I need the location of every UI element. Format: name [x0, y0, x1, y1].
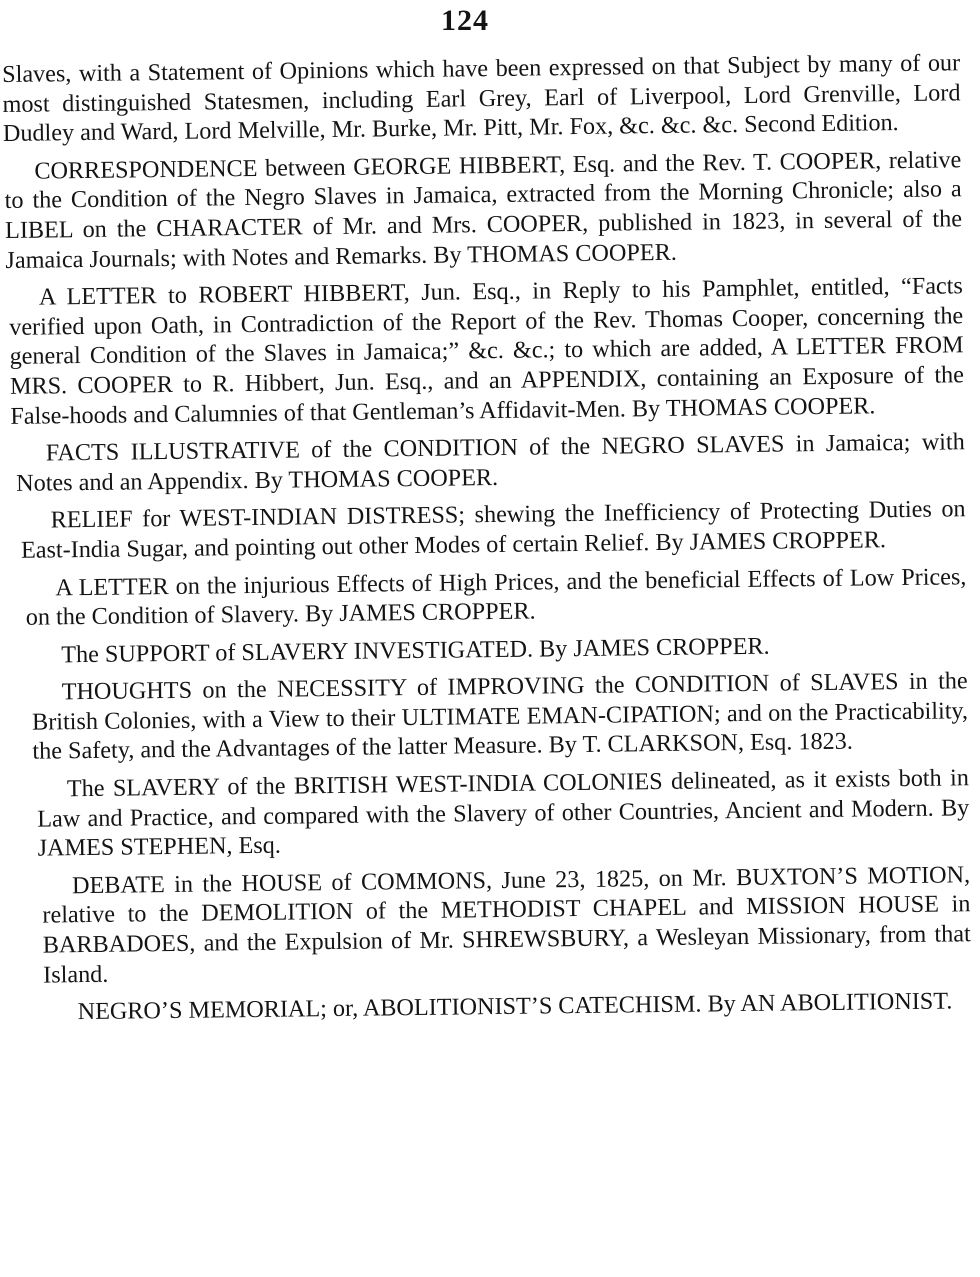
publication-entry: DEBATE in the HOUSE of COMMONS, June 23, 1825, on Mr. BUXTON’S MOTION, relative to the DEMOLITION of the METHODIST CHAPEL and MISSION HOUSE in BARBADOES, and the Expulsion of Mr. SHREWSBURY, a Wesleyan Missionary, from that Island.: [42, 861, 971, 989]
publication-entry-continued: Slaves, with a Statement of Opinions which have been expressed on that Subject by many of our most distinguished Statesmen, including Earl Grey, Earl of Liverpool, Lord Grenville, Lord Dudley and Ward, Lord Melville, Mr. Burke, Mr. Pitt, Mr. Fox, &c. &c. &c. Second Edition.: [2, 49, 961, 148]
page-number: 124: [441, 4, 489, 37]
publication-entry: FACTS ILLUSTRATIVE of the CONDITION of the NEGRO SLAVES in Jamaica; with Notes and an Appendix. By THOMAS COOPER.: [16, 428, 965, 497]
publication-entry: RELIEF for WEST-INDIAN DISTRESS; shewing the Inefficiency of Protecting Duties on East-India Sugar, and pointing out other Modes of certain Relief. By JAMES CROPPER.: [20, 495, 966, 564]
publication-list: [2, 48, 972, 1035]
publication-entry: A LETTER to ROBERT HIBBERT, Jun. Esq., in Reply to his Pamphlet, entitled, “Facts verified upon Oath, in Contradiction of the Report of the Rev. Thomas Cooper, concerning the general Condition of the Slaves in Jamaica;” &c. &c.; to which are added, A LETTER FROM MRS. COOPER to R. Hibbert, Jun. Esq., and an APPENDIX, containing an Exposure of the False-hoods and Calumnies of that Gentleman’s Affidavit-Men. By THOMAS COOPER.: [9, 272, 965, 430]
publication-entry: THOUGHTS on the NECESSITY of IMPROVING the CONDITION of SLAVES in the British Colonies, with a View to their ULTIMATE EMAN-CIPATION; and on the Practicability, the Safety, and the Advantages of the latter Measure. By T. CLARKSON, Esq. 1823.: [31, 667, 969, 766]
publication-entry: NEGRO’S MEMORIAL; or, ABOLITIONIST’S CATECHISM. By AN ABOLITIONIST.: [77, 987, 953, 1026]
publication-entry: The SLAVERY of the BRITISH WEST-INDIA COLONIES delineated, as it exists both in Law and Practice, and compared with the Slavery of other Countries, Ancient and Modern. By JAMES STEPHEN, Esq.: [37, 764, 970, 862]
publication-entry: A LETTER on the injurious Effects of High Prices, and the beneficial Effects of Low Prices, on the Condition of Slavery. By JAMES CROPPER.: [25, 562, 967, 631]
publication-entry: CORRESPONDENCE between GEORGE HIBBERT, Esq. and the Rev. T. COOPER, relative to the Condition of the Negro Slaves in Jamaica, extracted from the Morning Chronicle; also a LIBEL on the CHARACTER of Mr. and Mrs. COOPER, published in 1823, in several of the Jamaica Journals; with Notes and Remarks. By THOMAS COOPER.: [4, 146, 963, 274]
publication-entry: The SUPPORT of SLAVERY INVESTIGATED. By JAMES CROPPER.: [61, 632, 770, 669]
